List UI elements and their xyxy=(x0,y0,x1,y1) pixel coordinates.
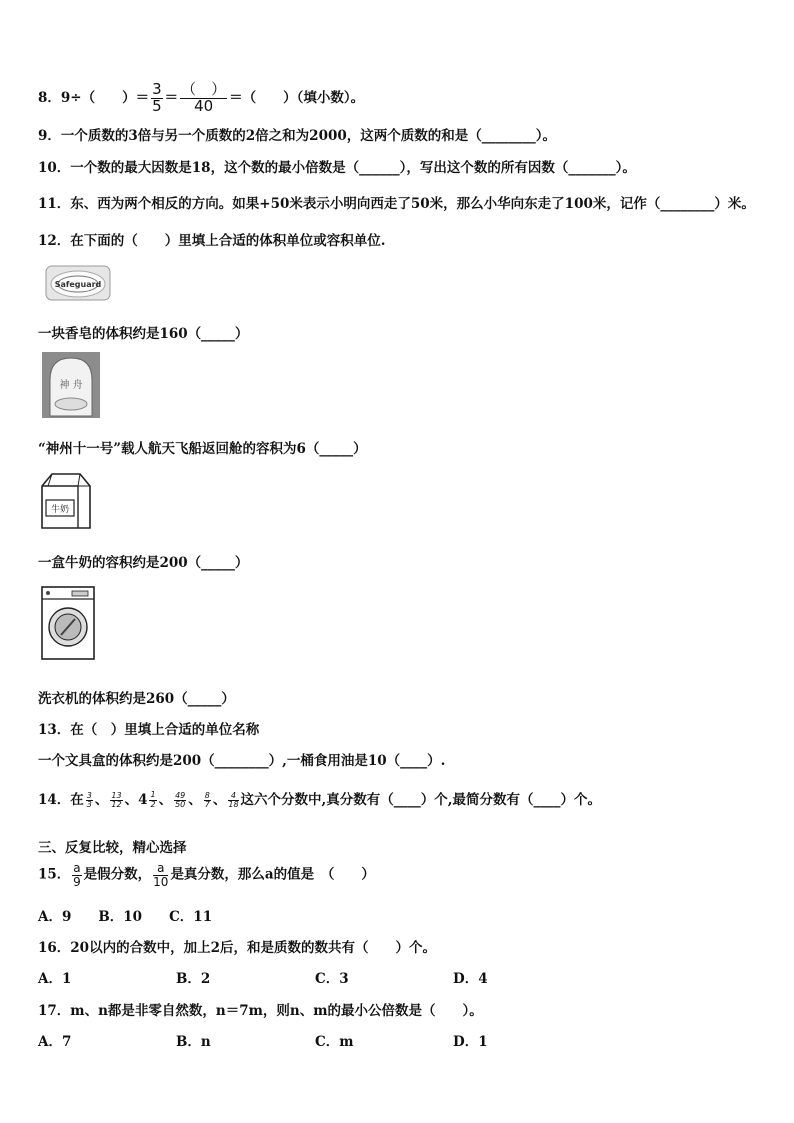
q15-suffix: 是真分数，那么a的值是 （ ） xyxy=(170,866,375,883)
fraction-denominator: 12 xyxy=(111,800,122,809)
fraction-numerator: a xyxy=(153,862,168,876)
fraction-numerator: 8 xyxy=(204,790,210,800)
capsule-label: 神 舟 xyxy=(59,380,83,391)
fraction-numerator: 3 xyxy=(152,80,162,98)
fraction-denominator: 3 xyxy=(86,800,92,809)
soap-image xyxy=(44,262,112,304)
q15-middle: 是假分数， xyxy=(83,866,152,883)
fraction-numerator: 3 xyxy=(86,790,92,800)
question-8 xyxy=(38,82,364,115)
question-9: 9．一个质数的3倍与另一个质数的2倍之和为2000，这两个质数的和是（________）。 xyxy=(38,128,557,144)
q17-option-b[interactable]: B．n xyxy=(176,1034,211,1050)
q17-option-d[interactable]: D．1 xyxy=(453,1034,488,1050)
whole-part: 4 xyxy=(138,792,148,808)
fraction-numerator: a xyxy=(73,861,81,875)
soap-brand-text: Safeguard xyxy=(54,280,102,289)
fraction-8-7 xyxy=(204,792,211,810)
separator: 、 xyxy=(188,792,202,808)
fraction-a-9 xyxy=(72,862,81,888)
milk-question: 一盒牛奶的容积约是200（_____） xyxy=(38,555,249,571)
fraction-numerator: 1 xyxy=(150,790,156,800)
fraction-4-18 xyxy=(228,792,238,810)
separator: 、 xyxy=(158,792,173,808)
fraction-3-3 xyxy=(86,792,93,810)
question-16: 16．20以内的合数中，加上2后，和是质数的数共有（ ）个。 xyxy=(38,940,436,956)
q16-option-a[interactable]: A．1 xyxy=(38,971,72,987)
fraction-denominator: 18 xyxy=(228,800,239,809)
separator: 、 xyxy=(124,792,139,808)
question-14 xyxy=(38,788,601,809)
question-10: 10．一个数的最大因数是18，这个数的最小倍数是（______），写出这个数的所有因数（_______）。 xyxy=(38,160,636,176)
question-12-title: 12．在下面的（ ）里填上合适的体积单位或容积单位. xyxy=(38,233,386,249)
section-3-heading: 三、反复比较，精心选择 xyxy=(38,840,187,856)
separator: 、 xyxy=(94,792,109,808)
fraction-denominator: 9 xyxy=(73,874,81,889)
q8-prefix: 8．9÷（ ）＝ xyxy=(38,89,150,106)
q17-option-a[interactable]: A．7 xyxy=(38,1034,72,1050)
question-17: 17．m、n都是非零自然数，n＝7m，则n、m的最小公倍数是（ ）。 xyxy=(38,1003,483,1019)
q14-suffix: 这六个分数中,真分数有（____）个,最简分数有（____）个。 xyxy=(240,792,601,808)
q16-option-c[interactable]: C．3 xyxy=(315,971,349,987)
question-13-title: 13．在（ ）里填上合适的单位名称 xyxy=(38,722,260,738)
fraction-1-2 xyxy=(149,791,156,809)
fraction-denominator: 50 xyxy=(175,800,186,809)
milk-label: 牛奶 xyxy=(50,505,70,515)
q16-option-b[interactable]: B．2 xyxy=(176,971,211,987)
q8-suffix: ＝（ ）（填小数）。 xyxy=(229,89,365,106)
fraction-numerator: 49 xyxy=(175,790,186,800)
question-11: 11．东、西为两个相反的方向。如果+50米表示小明向西走了50米，那么小华向东走了100米，记作（________）米。 xyxy=(38,196,755,212)
fraction-denominator: 40 xyxy=(194,96,214,115)
washer-question: 洗衣机的体积约是260（_____） xyxy=(38,691,235,707)
fraction-denominator: 5 xyxy=(152,96,162,115)
washing-machine-image xyxy=(40,585,96,661)
fraction-numerator: 13 xyxy=(111,790,122,800)
fraction-49-50 xyxy=(174,792,186,810)
q17-option-c[interactable]: C．m xyxy=(315,1034,354,1050)
question-15 xyxy=(38,862,375,888)
fraction-denominator: 7 xyxy=(204,800,210,809)
q15-prefix: 15． xyxy=(38,866,71,883)
fraction-denominator: 2 xyxy=(150,799,156,809)
equals-sign: ＝ xyxy=(164,89,179,106)
question-13-text: 一个文具盒的体积约是200（________）,一桶食用油是10（____）. xyxy=(38,753,446,769)
q16-option-d[interactable]: D．4 xyxy=(453,971,488,987)
fraction-13-12 xyxy=(110,792,122,810)
fraction-denominator: 10 xyxy=(153,874,169,889)
fraction-3-5 xyxy=(151,82,163,115)
capsule-question: “神州十一号”载人航天飞船返回舱的容积为6（_____） xyxy=(38,441,367,457)
fraction-numerator: （ ） xyxy=(181,80,227,98)
separator: 、 xyxy=(212,792,227,808)
fraction-a-10 xyxy=(153,862,168,888)
question-15-options: A．9 B．10 C．11 xyxy=(38,909,213,925)
q14-prefix: 14．在 xyxy=(38,792,84,808)
mixed-number-4-1-2 xyxy=(138,791,159,809)
fraction-numerator: 4 xyxy=(228,792,238,801)
milk-carton-image xyxy=(38,470,94,532)
fraction-blank-40 xyxy=(180,82,227,115)
soap-question: 一块香皂的体积约是160（_____） xyxy=(38,326,249,342)
capsule-image xyxy=(42,352,100,418)
